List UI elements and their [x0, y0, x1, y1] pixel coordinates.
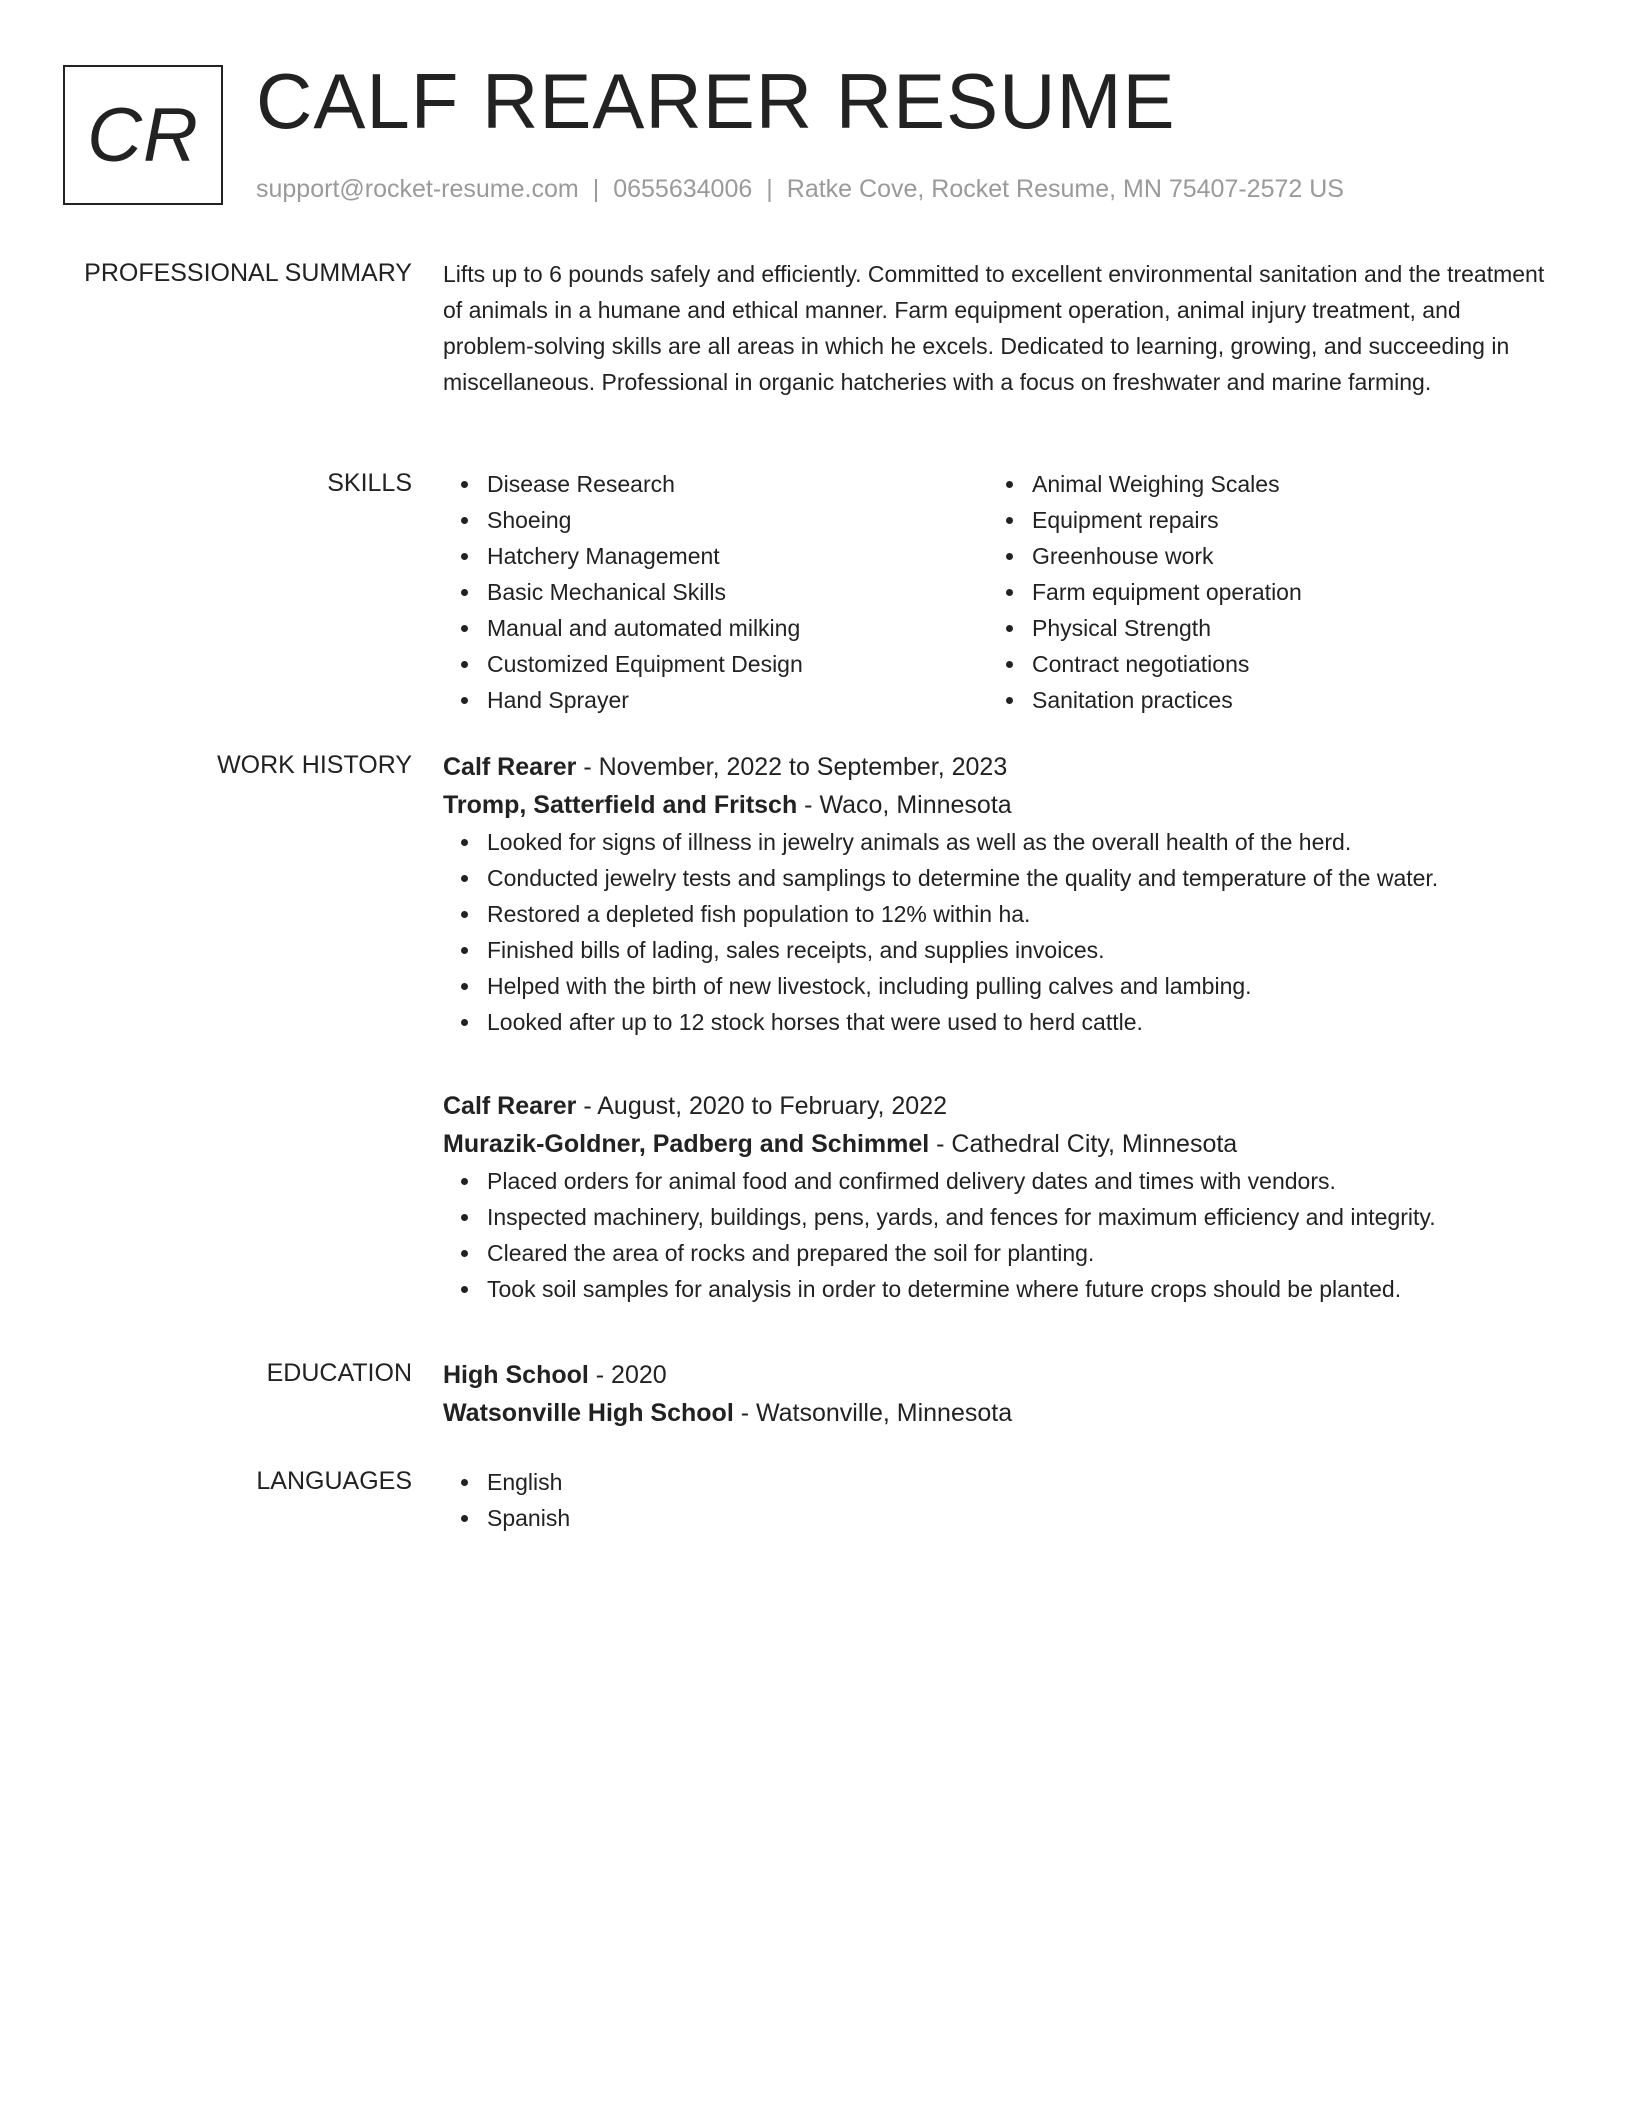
job-location: - Waco, Minnesota: [797, 791, 1012, 819]
skills-column-right: [988, 466, 1533, 718]
job-title: Calf Rearer: [443, 1092, 577, 1120]
languages-body: [443, 1464, 1553, 1536]
education-heading: EDUCATION: [266, 1359, 412, 1387]
skill-item: Hatchery Management: [443, 538, 988, 574]
job-dates: - November, 2022 to September, 2023: [576, 753, 1008, 781]
education-year: - 2020: [588, 1361, 667, 1389]
summary-heading: PROFESSIONAL SUMMARY: [84, 259, 412, 287]
contact-email: support@rocket-resume.com: [256, 175, 579, 203]
skill-item: Manual and automated milking: [443, 610, 988, 646]
job-duty-item: Looked for signs of illness in jewelry animals as well as the overall health of the herd.: [443, 824, 1553, 860]
skill-item: Hand Sprayer: [443, 682, 988, 718]
education-location: - Watsonville, Minnesota: [733, 1399, 1013, 1427]
job-company-line: [443, 786, 1553, 824]
education-degree-line: [443, 1356, 1553, 1394]
skill-item: Equipment repairs: [988, 502, 1533, 538]
job-duties: [443, 824, 1553, 1040]
contact-line: [256, 173, 1344, 205]
skills-heading: SKILLS: [327, 469, 412, 497]
skill-item: Disease Research: [443, 466, 988, 502]
languages-heading: LANGUAGES: [256, 1467, 412, 1495]
job-duty-item: Helped with the birth of new livestock, including pulling calves and lambing.: [443, 968, 1553, 1004]
skill-item: Farm equipment operation: [988, 574, 1533, 610]
job-title: Calf Rearer: [443, 753, 577, 781]
job-company: Tromp, Satterfield and Fritsch: [443, 791, 798, 819]
education-school: Watsonville High School: [443, 1399, 734, 1427]
job-duty-item: Finished bills of lading, sales receipts, and supplies invoices.: [443, 932, 1553, 968]
contact-address: Ratke Cove, Rocket Resume, MN 75407-2572 US: [786, 175, 1344, 203]
job-location: - Cathedral City, Minnesota: [929, 1130, 1238, 1158]
work-history-heading: WORK HISTORY: [217, 751, 412, 779]
skill-item: Contract negotiations: [988, 646, 1533, 682]
job-duty-item: Inspected machinery, buildings, pens, yards, and fences for maximum efficiency and integrity.: [443, 1199, 1553, 1235]
job-company-line: [443, 1125, 1553, 1163]
contact-phone: 0655634006: [613, 175, 753, 203]
summary-text: Lifts up to 6 pounds safely and efficiently. Committed to excellent environmental sanitation and the treatment of animals in a humane and ethical manner. Farm equipment operation, animal injury treatment, and problem-solving skills are all areas in which he excels. Dedicated to learning, growing, and succeeding in miscellaneous. Professional in organic hatcheries with a focus on freshwater and marine farming.: [443, 261, 1545, 395]
job-duty-item: Took soil samples for analysis in order to determine where future crops should be planted.: [443, 1271, 1553, 1307]
contact-separator: |: [592, 175, 600, 203]
skill-item: Customized Equipment Design: [443, 646, 988, 682]
job-entry: [443, 748, 1553, 1040]
skills-column-left: [443, 466, 988, 718]
job-duty-item: Conducted jewelry tests and samplings to determine the quality and temperature of the water.: [443, 860, 1553, 896]
skill-item: Sanitation practices: [988, 682, 1533, 718]
job-title-line: [443, 748, 1553, 786]
job-duty-item: Cleared the area of rocks and prepared the soil for planting.: [443, 1235, 1553, 1271]
language-item: Spanish: [443, 1500, 1553, 1536]
job-duty-item: Placed orders for animal food and confirmed delivery dates and times with vendors.: [443, 1163, 1553, 1199]
education-degree: High School: [443, 1361, 589, 1389]
skill-item: Physical Strength: [988, 610, 1533, 646]
job-dates: - August, 2020 to February, 2022: [576, 1092, 948, 1120]
education-body: [443, 1356, 1553, 1432]
skill-item: Shoeing: [443, 502, 988, 538]
job-duty-item: Restored a depleted fish population to 12% within ha.: [443, 896, 1553, 932]
language-item: English: [443, 1464, 1553, 1500]
skill-item: Greenhouse work: [988, 538, 1533, 574]
contact-separator: |: [766, 175, 773, 203]
monogram-logo: CR: [63, 65, 223, 205]
summary-body: [443, 256, 1553, 400]
job-duties: [443, 1163, 1553, 1307]
skill-item: Animal Weighing Scales: [988, 466, 1533, 502]
job-title-line: [443, 1087, 1553, 1125]
job-duty-item: Looked after up to 12 stock horses that were used to herd cattle.: [443, 1004, 1553, 1040]
education-school-line: [443, 1394, 1553, 1432]
skills-body: [443, 466, 1553, 718]
skill-item: Basic Mechanical Skills: [443, 574, 988, 610]
job-company: Murazik-Goldner, Padberg and Schimmel: [443, 1130, 930, 1158]
resume-title: CALF REARER RESUME: [256, 57, 1176, 145]
job-entry: [443, 1087, 1553, 1307]
